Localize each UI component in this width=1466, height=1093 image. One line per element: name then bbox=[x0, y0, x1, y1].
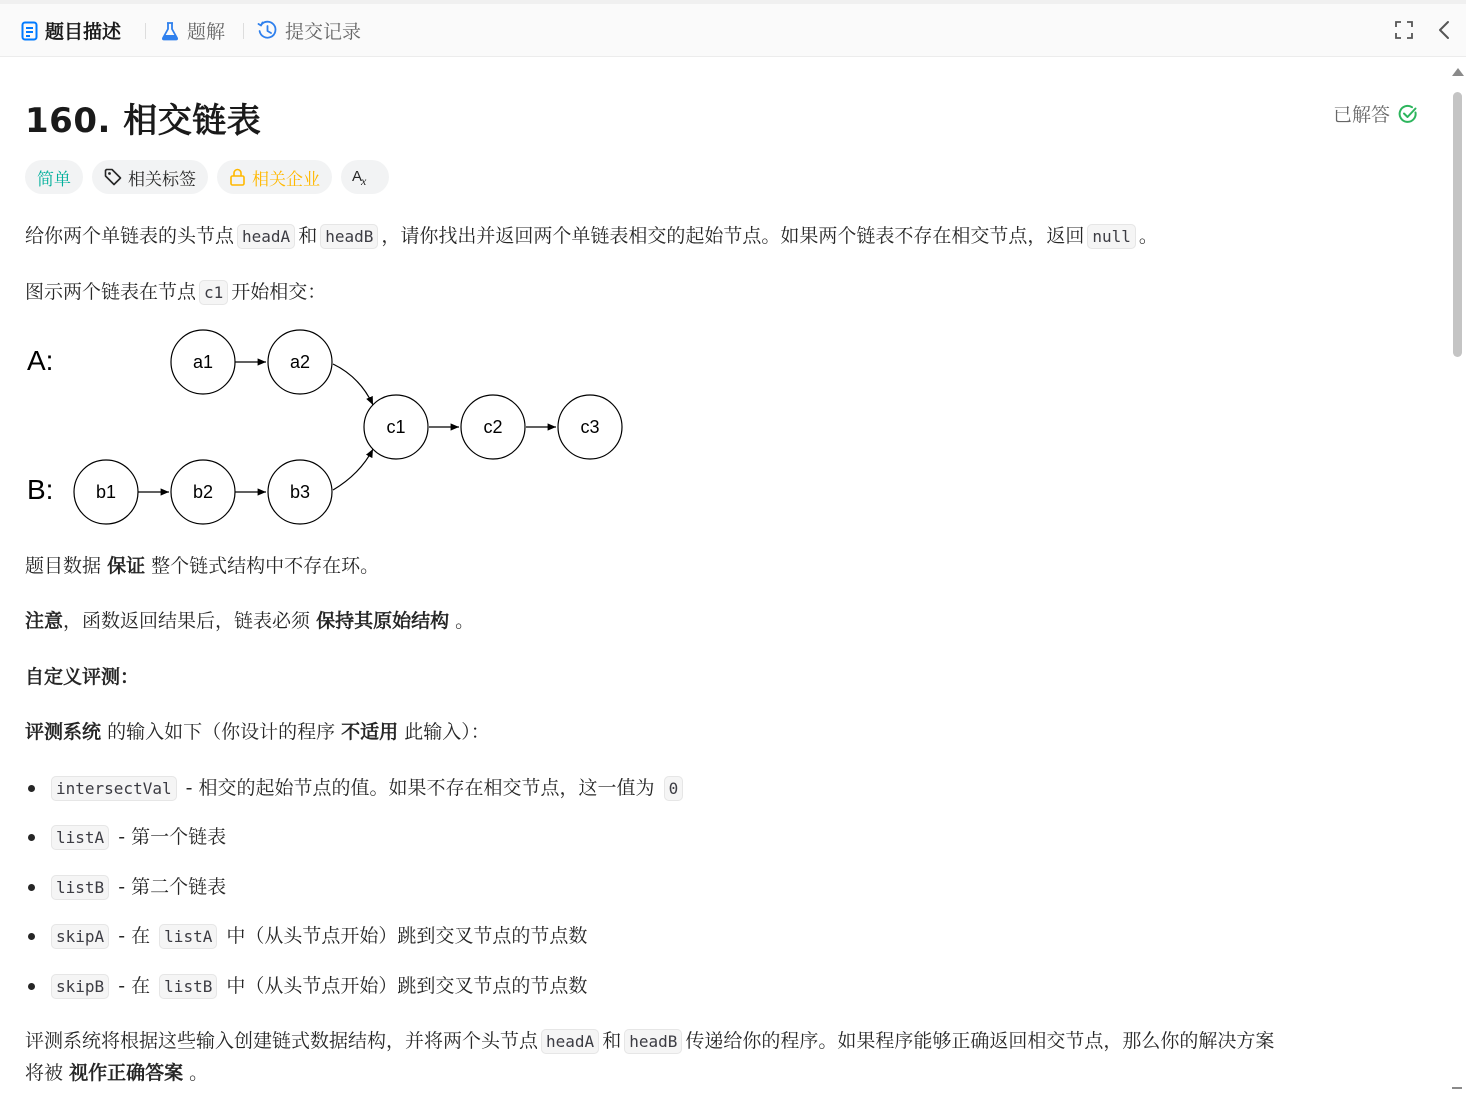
paragraph-note: 注意，函数返回结果后，链表必须 保持其原始结构 。 bbox=[25, 610, 475, 632]
tab-submissions-label: 提交记录 bbox=[285, 21, 362, 43]
chevron-left-icon[interactable] bbox=[1431, 17, 1457, 43]
paragraph-judge-input: 评测系统 的输入如下（你设计的程序 不适用 此输入）： bbox=[25, 721, 490, 743]
solved-label: 已解答 bbox=[1333, 104, 1391, 126]
related-companies-button[interactable] bbox=[217, 160, 332, 194]
tab-divider bbox=[243, 23, 244, 39]
svg-text:b2: b2 bbox=[192, 482, 214, 502]
difficulty-label: 简单 bbox=[37, 169, 71, 190]
svg-text:c1: c1 bbox=[386, 417, 406, 437]
scroll-up-arrow[interactable] bbox=[1452, 68, 1464, 76]
svg-text:x: x bbox=[361, 174, 367, 187]
svg-text:A: A bbox=[352, 168, 363, 185]
paragraph-guarantee: 题目数据 保证 整个链式结构中不存在环。 bbox=[25, 555, 380, 577]
tag-icon bbox=[104, 168, 122, 186]
tab-solutions[interactable] bbox=[160, 4, 225, 57]
inline-code: listA bbox=[159, 924, 217, 949]
node-b2 bbox=[171, 460, 235, 524]
svg-text:a2: a2 bbox=[289, 352, 311, 372]
paragraph-judge-output: 评测系统将根据这些输入创建链式数据结构，并将两个头节点 headA 和 headB 传递给你的程序。如果程序能够正确返回相交节点，那么你的解决方案 bbox=[25, 1030, 1275, 1052]
solved-status bbox=[1333, 100, 1418, 127]
paragraph-judge-output-cont: 将被 视作正确答案 。 bbox=[25, 1062, 209, 1084]
description-icon bbox=[21, 21, 38, 41]
node-c1 bbox=[364, 395, 428, 459]
inline-code: listB bbox=[51, 875, 109, 900]
svg-text:a1: a1 bbox=[192, 352, 214, 372]
inline-code: headA bbox=[541, 1029, 599, 1054]
inline-code: listB bbox=[159, 974, 217, 999]
node-a2 bbox=[268, 330, 332, 394]
tab-divider bbox=[145, 23, 146, 39]
svg-text:b3: b3 bbox=[289, 482, 311, 502]
node-b1 bbox=[74, 460, 138, 524]
problem-description: 160. 相交链表 已解答 简单 相关标签 相关企业 A x 给你两个单链表的头节点 headA 和 headB ，请你找出并返回两个单链表相交的起始节点。如果两个链表不存在相交节点，返回 null 。 图示两个链表在节点 c1 开始相交： A: B: a1 a2 b1 b2 b3 c1 c2 c3 题目数据 保证 整个链式结构中不存在环。 注意，函数返回结果后，链表必须 保持其原始结构 。 自定义评测： 评测系统 的输入如下（你设计的程序 不适用 此输入）： intersectVal - 相交的起始节点的值。如果不存在相交节点，这一值为 0 listA - 第一个链表 listB - 第二个链表 skipA - 在 listA 中（从头节点开始）跳到交叉节点的节点数 skipB - 在 listB 中（从头节点开始）跳到交叉节点的节点数 评测系统将根据这些输入创建链式数据结构，并将两个头节点 headA 和 headB 传递给你的程序。如果程序能够正确返回相交节点，那么你的解决方案 将被 视作正确答案 。 bbox=[25, 57, 1425, 1093]
tab-solutions-label: 题解 bbox=[187, 21, 226, 43]
check-circle-icon bbox=[1398, 104, 1418, 124]
inline-code: null bbox=[1087, 224, 1136, 249]
paragraph-figure-caption: 图示两个链表在节点 c1 开始相交： bbox=[25, 281, 327, 303]
expand-icon[interactable] bbox=[1391, 17, 1417, 43]
node-c3 bbox=[558, 395, 622, 459]
linked-list-diagram bbox=[25, 327, 635, 532]
node-a1 bbox=[171, 330, 235, 394]
diagram-label-b: B: bbox=[27, 474, 54, 505]
inline-code: headB bbox=[320, 224, 378, 249]
flask-icon bbox=[160, 21, 180, 41]
inline-code: skipB bbox=[51, 974, 109, 999]
inline-code: headB bbox=[624, 1029, 682, 1054]
scrollbar-thumb[interactable] bbox=[1453, 92, 1462, 357]
difficulty-badge[interactable] bbox=[25, 160, 83, 194]
inline-code: intersectVal bbox=[51, 776, 177, 801]
svg-text:c2: c2 bbox=[483, 417, 503, 437]
lock-icon bbox=[229, 168, 246, 186]
translate-icon bbox=[351, 167, 373, 187]
inline-code: c1 bbox=[199, 280, 228, 305]
svg-text:b1: b1 bbox=[95, 482, 117, 502]
inline-code: listA bbox=[51, 825, 109, 850]
heading-custom-judge: 自定义评测： bbox=[25, 666, 140, 688]
inline-code: headA bbox=[237, 224, 295, 249]
related-tags-label: 相关标签 bbox=[128, 169, 196, 190]
inline-code: 0 bbox=[664, 776, 684, 801]
related-companies-label: 相关企业 bbox=[252, 169, 320, 190]
problem-title: 160. 相交链表 bbox=[25, 101, 262, 141]
related-tags-button[interactable] bbox=[92, 160, 208, 194]
tab-description-label: 题目描述 bbox=[45, 21, 122, 43]
tab-description[interactable] bbox=[21, 4, 121, 57]
node-b3 bbox=[268, 460, 332, 524]
tab-submissions[interactable] bbox=[257, 4, 361, 57]
vertical-scrollbar[interactable] bbox=[1448, 57, 1466, 1093]
history-icon bbox=[257, 20, 278, 41]
scroll-down-arrow[interactable] bbox=[1452, 1087, 1462, 1089]
inline-code: skipA bbox=[51, 924, 109, 949]
node-c2 bbox=[461, 395, 525, 459]
tab-bar bbox=[0, 4, 1466, 57]
svg-text:c3: c3 bbox=[580, 417, 600, 437]
diagram-label-a: A: bbox=[27, 345, 54, 376]
translate-button[interactable] bbox=[341, 160, 389, 194]
paragraph-intro: 给你两个单链表的头节点 headA 和 headB ，请你找出并返回两个单链表相交的起始节点。如果两个链表不存在相交节点，返回 null 。 bbox=[25, 225, 1158, 247]
tag-row bbox=[25, 160, 398, 194]
